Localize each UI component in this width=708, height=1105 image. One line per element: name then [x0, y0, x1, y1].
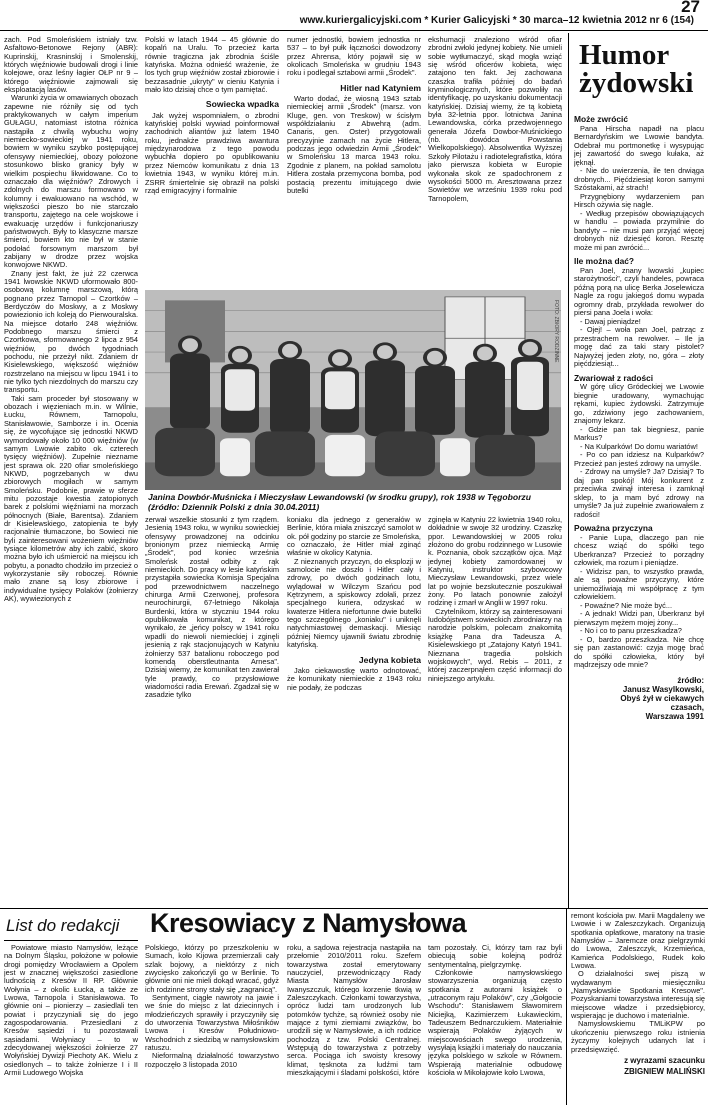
joke-paragraph: - Nie do uwierzenia, ile ten drwiąga drobnych... Pięćdziesiąt koron samymi Szóstakami, aż strach!: [574, 166, 704, 192]
paragraph: Czytelnikom, którzy są zainteresowani ludobójstwem sowieckich zbrodniarzy na narodzie polskim, polecam znakomitą książkę Pana dra Tadeusza A. Kisielewskiego pt „Zatajony Katyń 1941. Nieznana tragedia polskich wojskowych", wyd. Rebis – 2011, z której zaczerpnąłem część informacji do niniejszego artykułu.: [428, 606, 562, 683]
humor-source: [574, 676, 704, 721]
joke-heading: Może zwrócić: [574, 114, 628, 124]
paragraph: Powiatowe miasto Namysłów, leżące na Dolnym Śląsku, położone w połowie drogi pomiędzy Wrocławiem a Opolem jest w znacznej większości zasiedlone ludnością z Kresów II RP. Głównie Wołynia – z okolic Łucka, a także ze Lwowa, Tarnopola i Stanisławowa. To głównie oni – pionierzy – zasiedlali ten powiat i przyczyniali się do jego zagospodarowania. Przesiedlani z Kresów sąsiedzi i tu pozostawali sąsiadami. Wołyniacy – to w zdecydowanej większości żołnierze 27 Wołyńskiej Dywizji Piechoty AK. Wielu z osiedlonych – to także żołnierze I i II Armii Ludowego Wojska: [4, 944, 138, 1078]
paragraph: remont kościoła pw. Marii Magdaleny we Lwowie i w Zaleszczykach. Organizują spotkania opłatkowe, maratony na trasie Namysłów – Jaremcze oraz pielgrzymki do Lwowa, Zaleszczyk, Krzemieńca, Kamieńca Podolskiego, Rudek koło Lwowa.: [571, 912, 705, 971]
source-book: czasach,: [670, 702, 704, 712]
joke-paragraph: - Zdrowy na umyśle? Ja? Dzisiaj? To daj pan spokój! Mój konkurent z przeciwka zwinął interesa i zamknął sklep, to ja mam być zdrowy na umyśle? Ja już zupełnie zwariowałem z radości!: [574, 467, 704, 519]
article-column-2: [145, 36, 279, 288]
section-heading: Sowiecka wpadka: [205, 99, 279, 110]
paragraph: O działalności swej piszą w wydawanym miesięczniku „Namysłowskie Spotkania Kresowe". Pozyskaniami towarzystwa interesują się miejscowe władze i przedsiębiorcy, wspierając je duchowo i materialnie.: [571, 969, 705, 1021]
paragraph: ekshumacji znaleziono wśród ofiar zbrodni zwłoki jedynej kobiety. Nie umieli sobie wytłumaczyć, skąd mogła wziąć się wśród oficerów kobieta, więc zatajono ten fakt. Jej zachowana czaszka trafiła później do badań kryminologicznych, które pozwoliły na identyfikację, po uzyskaniu dokumentacji katyńskiej. Dzisiaj wiemy, że tą kobietą była 32-letnia ppor. lotnictwa Janina Lewandowska, córka przedwojennego generała Józefa Dowbor-Muśnickiego (nb. dowódca Powstania Wielkopolskiego). Absolwentka Wyższej Szkoły Pilotażu i radiotelegrafistka, która jako pierwsza kobieta w Europie wykonała skok ze spadochronem z wysokości 5000 m. Aresztowana przez Sowietów we wrześniu 1939 roku pod Tarnopolem,: [428, 36, 562, 203]
letter-column-5: [571, 912, 705, 1104]
joke-paragraph: - Powaźne? Nie może być...: [580, 600, 673, 610]
photo-caption: Janina Dowbór-Muśnicka i Mieczysław Lewandowski (w środku grupy), rok 1938 w Tęgoborzu (źródło: Dziennik Polski z dnia 30.04.2011): [148, 492, 531, 512]
joke-heading: Ile można dać?: [574, 256, 635, 266]
paragraph: Z nieznanych przyczyn, do eksplozji w samolocie nie doszło i Hitler cały i zdrowy, po dwóch godzinach lotu, wylądował w Wilczym Szańcu pod Kętrzynem, a spiskowcy zdołali, przez specjalnego kuriera, odzyskać w kwaterze Hitlera niefortunne dwie butelki tego szczególnego „koniaku" i uniknęli natychmiastowej demaskacji. Miesiąc później Niemcy ujawnili światu zbrodnię katyńską.: [287, 556, 421, 650]
joke-paragraph: - Dawaj pieniądze!: [580, 316, 641, 326]
paragraph: Polski w latach 1944 – 45 głównie do kopalń na Uralu. To przecież karta równie tragiczna jak zbrodnia ściśle katyńska. Można odnieść wrażenie, że los tych grup więźniów został zbiorowie i bezzasadnie „ukryty" w cieniu Katynia i mało kto dzisiaj chce o tym pamiętać.: [145, 36, 279, 95]
paragraph: Polskiego, którzy po przeszkoleniu w Sumach, koło Kijowa przemierzali cały szlak bojowy, a niektórzy z nich zwycięsko zakończyli go w Berlinie. To głównie oni nie mieli dokąd wracać, gdyż ich rodzinne strony stały się „zagranicą".: [145, 944, 279, 994]
joke-paragraph: - Ojej! – woła pan Joel, patrząc z przestrachem na rewolwer. – Ile ja mogę dać za taki stary pistolet? Najwyżej jeden złoty, no, góra – złoty pięćdziesiąt...: [574, 325, 704, 368]
letter-column-1: [4, 944, 138, 1104]
page-number: 27: [681, 0, 700, 16]
paragraph: Namysłowskiemu TMLiKPW po ukończeniu pierwszego roku istnienia życzymy kolejnych udanych lat i przedsięwzięć.: [571, 1019, 705, 1054]
paragraph: zach. Pod Smoleńskiem istniały tzw. Asfaltowo-Betonowe Rejony (ABR): Kuprinskij, Krasninskij i Smolenskij, których więźniowie budowali drogi i linie kolejowe, oraz leśny łagier OŁP nr 9 – którego więźniowie zajmowali się eksploatacją lasów.: [4, 36, 138, 95]
joke-paragraph: - Po co pan idziesz na Kulparków? Przecież pan jesteś zdrowy na umyśle.: [574, 450, 704, 468]
paragraph: Warunki życia w omawianych obozach zapewne nie różniły się od tych praktykowanych w całym imperium GUŁAGU, natomiast istotna różnica nastąpiła z chwilą wybuchu wojny niemiecko-sowieckiej w 1941 roku, bowiem w wyniku szybko postępującej ofensywy niemieckiej, obozy położone stosunkowo blisko granicy były w wielkim pospiechu likwidowane. Co to oznaczało dla więźniów? Zdrowych i zdolnych do marszu formowano w kolumny i ewakuowano na wschód, w większości pieszo bo nie starczało transportu, zajętego na cele wojskowe i ewakuację urzędów i funkcjonariuszy państwowych. Były to klasyczne marsze śmierci, bowiem kto nie był w stanie podołać forsownym marszom był zabijany w drodze przez wojska konwojowe NKWD.: [4, 93, 138, 270]
letter-column-2: [145, 944, 279, 1104]
joke-heading: Poważna przyczyna: [574, 523, 653, 533]
article-column-3: [287, 36, 421, 288]
humor-title: [569, 33, 707, 97]
paragraph: tam pozostały. Ci, którzy tam raz byli obiecują sobie kolejną podróż sentymentalną, pielgrzymkę.: [428, 944, 562, 969]
paragraph: Sentyment, ciągłe nawroty na jawie i we śnie do miejsc z lat dziecinnych i młodzieńczych sprawiły i przyczyniły się do utworzenia Towarzystwa Miłośników Lwowa i Kresów Południowo-Wschodnich z siedzibą w namysłowskim ratuszu.: [145, 993, 279, 1053]
joke-paragraph: - Według przepisów obowiązujących w handlu – powiada przymilnie do bandyty – nie musi pan przyjąć więcej drobnych niż dziesięć koron. Resztę może mi pan zwrócić...: [574, 208, 704, 252]
paragraph: Jako ciekawostkę warto odnotować, że komunikaty niemieckie z 1943 roku nie podały, że podczas: [287, 665, 421, 692]
joke-paragraph: Przygnębiony wydarzeniem pan Hirsch ożywia się nagle.: [574, 191, 704, 209]
article-continuation-4: [428, 516, 562, 906]
joke-paragraph: - A jednak! Widzi pan, Uberkranz był pierwszym mężem mojej żony...: [574, 609, 704, 627]
paragraph: Członkowie namysłowskiego stowarzyszenia organizują często spotkania z autorami książek o „utraconym raju Polaków", czy „Gołgocie Wschodu": Stanisławem Sławomirem Niciejką, Kazimierzem Łukawieckim, Tadeuszem Bednarczukiem. Materiałnie wspierają Polaków żyjących w miejscowościach swego urodzenia, wysyłają książki i materiały do nauczania języka polskiego w szkole w Równem. Wspierają materialnie odbudowę kościoła w Mikołajowie koło Lwowa,: [428, 968, 562, 1078]
source-author: Janusz Wasylkowski,: [622, 684, 704, 694]
letters-section-title: List do redakcji: [6, 916, 120, 935]
humor-column: [574, 110, 704, 908]
humor-title-line-1: Humor: [579, 39, 670, 71]
letter-author: ZBIGNIEW MALIŃSKI: [624, 1066, 705, 1076]
photo-credit: FOTO: ZBIORY RODZINNE: [553, 300, 559, 363]
page-header: [0, 0, 708, 31]
paragraph: Znany jest fakt, że już 22 czerwca 1941 lwowskie NKWD uformowało 800-osobową kolumnę marszową, którą pognano przez Tarnopol – Czortków – Berdyczów do Moskwy, a z Moskwy powiezionio ich koleją do Pierwouralska. Na miejsce dotarło 248 więźniów. Podobnego marszu śmierci z Czortkowa, sformowanego 2 lipca z 954 więźniów, po dwóch tygodniach pochodu, nie przeżył nikt. Zdaniem dr Kisielewskiego, większość więźniów rozstrzelano na miejscu w lipcu 1941 i to nie tylko tych niezdolnych do marszu czy transportu.: [4, 268, 138, 395]
joke-paragraph: - O, bardzo przeszkadza. Nie chcę się pan zastanowić: czyja mogę brać do spółki człowieka, który był mądrzejszy ode mnie?: [574, 634, 704, 669]
header-info: www.kuriergalicyjski.com * Kurier Galicyjski * 30 marca–12 kwietnia 2012 nr 6 (154): [299, 15, 694, 26]
section-heading: Hitler nad Katyniem: [340, 82, 421, 93]
article-continuation-3: [287, 516, 421, 906]
joke-heading: Zwariował z radości: [574, 372, 654, 383]
paragraph: numer jednostki, bowiem jednostka nr 537 – to był pułk łączności dowodzony przez Ahrensa, który pojawił się w okolicach Smoleńska w grudniu 1943 roku i podlegał sztabowi armii „Środek".: [287, 36, 421, 78]
letters-section-header: [0, 912, 140, 942]
joke-paragraph: - No i co to panu przeszkadza?: [580, 626, 682, 635]
paragraph: Jak wyżej wspomniałem, o zbrodni katyńskiej polski wywiad poinformował zachodnich aliantów już latem 1940 roku, jednakże prawdziwa awantura międzynarodowa z tego powodu wybuchła dopiero po opublikowaniu przez Niemców komunikatu z dnia 13 kwietnia 1943, w wyniku której m.in. ZSRR śmiertelnie się obraził na polski rząd emigracyjny i formalnie: [145, 110, 279, 195]
source-place: Warszawa 1991: [645, 711, 704, 721]
letter-column-3: [287, 944, 421, 1104]
article-continuation-2: [145, 516, 279, 906]
group-photo-image: [145, 290, 561, 490]
joke-paragraph: Pana Hirscha napadł na placu Bernardyńskim we Lwowie bandyta. Odebrał mu portmonetkę i wysypując jej zawartość do swego kułaka, aż jęknął.: [574, 123, 704, 167]
paragraph: Nieformalną działalność towarzystwo rozpoczęło 3 listopada 2010: [145, 1051, 279, 1069]
joke-paragraph: W górę ulicy Gródeckiej we Lwowie biegnie uradowany, wymachując rękami, kupiec żydowski. Zatrzymuje go, zdziwiony jego zachowaniem, znajomy lekarz.: [574, 382, 704, 425]
humor-title-line-2: żydowski: [579, 67, 694, 99]
joke-paragraph: - Na Kulparków! Do domu wariatów!: [580, 441, 698, 451]
paragraph: koniaku dla jednego z generałów w Berlinie, która miała zniszczyć samolot w ok. pół godziny po starcie ze Smoleńska, co oznaczało, że Hitler miał zginąć właśnie w okolicy Katynia.: [287, 516, 421, 558]
joke-paragraph: - Gdzie pan tak biegniesz, panie Markus?: [574, 424, 704, 442]
paragraph: zginęła w Katyniu 22 kwietnia 1940 roku, dokładnie w swoje 32 urodziny. Czaszkę ppor. Lewandowskiej w 2005 roku złożono do grobu rodzinnego w Lusowie k. Poznania, obok szczątków ojca. Mąż jedynej kobiety zamordowanej w Katyniu, instruktor szybowcowy Mieczysław Lewandowski, przez wiele lat po wojnie bezskutecznie poszukiwał żony. Po latach ponownie założył rodzinę i zmarł w Anglii w 1997 roku.: [428, 516, 562, 608]
source-label: źródło:: [677, 675, 704, 685]
letter-column-4: [428, 944, 562, 1104]
joke-paragraph: - Widzisz pan, to wszystko prawda, ale są powaźne przyczyny, które uniemożliwiają mi współpracę z tym człowiekiem.: [574, 566, 704, 601]
paragraph: roku, a sądowa rejestracja nastąpiła na przełomie 2010/2011 roku. Szefem towarzystwa został emerytowany nauczyciel, przewodniczący Rady Miasta Namysłów Jarosław Iwanyszczuk, którego korzenie tkwią w Zaleszczykach. Członkami towarzystwa, oprócz ludzi tam urodzonych lub potomków tychże, są również osoby nie mające z tymi ziemiami związków, bo urodzili się w Namysłowie, a ich rodzice pochodzą z tzw. Polski Centralnej. Wstępują do towarzystwa z potrzeby serca. Pociąga ich swoisty kresowy klimat, tęsknota za ludźmi tam mieszkającymi i śladami polskości, które: [287, 944, 421, 1078]
source-book: Obyś żył w ciekawych: [620, 693, 704, 703]
letter-title: Kresowiacy z Namysłowa: [150, 908, 467, 938]
closing-phrase: z wyrazami szacunku: [624, 1055, 705, 1065]
paragraph: zerwał wszelkie stosunki z tym rządem. Jesienią 1943 roku, w wyniku sowieckiej ofensywy prowadzonej na odcinku bronionym przez niemiecką Armię „Środek", pod koniec września Smoleńsk został odbity z rąk niemieckich. Do pracy w lesie katyńskim przystąpiła sowiecka Komisja Specjalna pod przewodnictwem naczelnego chirurga Armii Czerwonej, profesora neurochirurgii, 67-letniego Nikołaja Burdenki, która w styczniu 1944 roku opublikowała komunikat, z którego wynikało, że „jeńcy polscy w 1941 roku wpadli do niewoli niemieckiej i zginęli jesienią z rąk stacjonujących w Katyniu żołnierzy 537 batalionu roboczego pod komendą oberstleutnanta Arnesa". Dzisiaj wiemy, że komunikat ten zawierał tyle prawdy, co przysłowiowe wiadomości radia Erewań. Zgadzał się w zasadzie tylko: [145, 516, 279, 700]
paragraph: Warto dodać, że wiosną 1943 sztab niemieckiej armii „Środek" (marsz. von Kluge, gen. von Treskow) w ścisłym współdziałaniu z Abwehrą (adm. Canaris, gen. Oster) przygotowali precyzyjnie zamach na życie Hitlera, podczas jego odwiedzin Armii „Środek" w Smoleńsku 13 marca 1943 roku. Zgodnie z planem, na pokład samolotu Hitlera została przemycona bomba, pod postacią prezentu imitującego dwie butelki: [287, 94, 421, 195]
joke-paragraph: - Panie Lupa, dlaczego pan nie chcesz wziąć do spółki tego Uberkranza? Przecież to porządny człowiek, ma rozum i pieniądze.: [574, 532, 704, 567]
article-column-1: [4, 36, 138, 906]
article-column-4: [428, 36, 562, 288]
column-rule: [566, 908, 567, 1105]
divider: [4, 940, 138, 941]
paragraph: Taki sam proceder był stosowany w obozach i więzieniach m.in. w Wilnie, Łucku, Równem, Tarnopolu, Stanisławowie, Samborze i in. Ocenia się, że wycofujące się jednostki NKWD wymordowały około 10 000 więźniów (w samym Lwowie zabito ok. czterech tysięcy więźniów). Zupełnie niezname jest sprawa ok. 220 ofiar smoleńskiego NKWD, pogrzebanych w dwu zbiorowych mogiłach w samym Smoleńsku. Podobnie, prawie w sferze mitu pozostaje kwestia zatopionych barek z polskimi więźniami na morzach północnych (Białe, Barentsa). Zdaniem dr Kisielewskiego, zatopienia te były racjonalnie tłumaczone, bo Sowieci nie byli zainteresowani wożeniem więźniów tysiące kilometrów aby ich zabić, skoro można było ich uśmiercić na miejscu ich pobytu, a ponadto chodziło im przecież o wykorzystanie siły roboczej. Równie mało znane są losy zbiorowe i indywidualne tysięcy Polaków (żołnierzy AK), wywiezionych z: [4, 393, 138, 604]
historical-photo: [145, 290, 561, 490]
joke-paragraph: Pan Joel, znany lwowski „kupiec starożytności", czyli handeles, powraca późną porą na ulicę Berka Joselewicza Nagle za rogu jakiegoś domu wypada ogromny drab, przykłada rewolwer do piersi pana Joela i woła:: [574, 265, 704, 317]
section-heading: Jedyna kobieta: [358, 654, 421, 665]
